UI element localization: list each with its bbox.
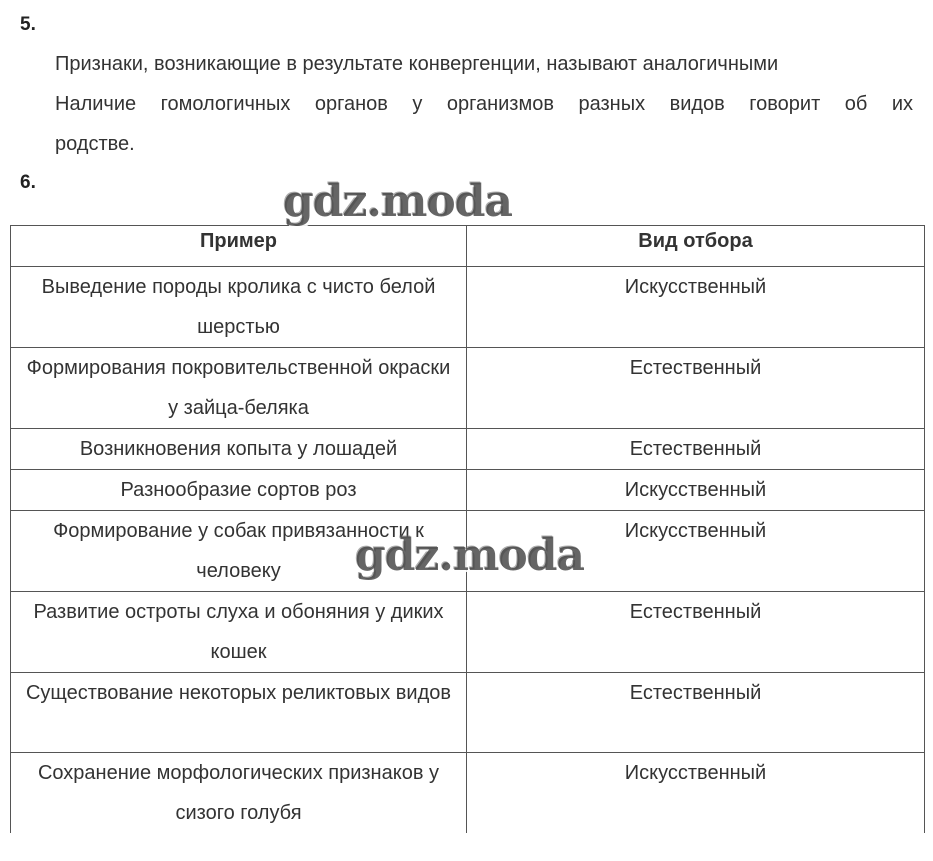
cell-example: Возникновения копыта у лошадей (11, 429, 467, 470)
table-row (11, 267, 925, 348)
question-5-line-1: Признаки, возникающие в результате конвергенции, называют аналогичными (55, 53, 779, 75)
selection-table (10, 225, 925, 833)
cell-example: Существование некоторых реликтовых видов (11, 673, 467, 753)
header-selection-type: Вид отбора (467, 226, 925, 267)
cell-example: Выведение породы кролика с чисто белой шерстью (11, 267, 467, 348)
cell-selection: Естественный (467, 592, 925, 673)
table-header-row (11, 226, 925, 267)
cell-example: Сохранение морфологических признаков у сизого голубя (11, 753, 467, 834)
question-5-line-3: родстве. (55, 133, 135, 155)
cell-selection: Естественный (467, 348, 925, 429)
table-row (11, 753, 925, 834)
cell-selection: Естественный (467, 673, 925, 753)
table-row (11, 348, 925, 429)
watermark-logo: gdz.moda (355, 530, 585, 581)
table-row (11, 429, 925, 470)
header-example: Пример (11, 226, 467, 267)
table-row (11, 511, 925, 592)
cell-example: Формирование у собак привязанности к человеку (11, 511, 467, 592)
table-row (11, 592, 925, 673)
cell-selection: Искусственный (467, 470, 925, 511)
question-5-line-2: Наличие гомологичных органов у организмов разных видов говорит об их (55, 93, 913, 115)
table-row (11, 673, 925, 753)
question-6-number: 6. (20, 172, 36, 193)
cell-example: Формирования покровительственной окраски у зайца-беляка (11, 348, 467, 429)
table-row (11, 470, 925, 511)
question-5-number: 5. (20, 14, 36, 35)
watermark-logo: gdz.moda (283, 176, 513, 227)
cell-selection: Искусственный (467, 753, 925, 834)
cell-selection: Естественный (467, 429, 925, 470)
cell-selection: Искусственный (467, 511, 925, 592)
cell-example: Разнообразие сортов роз (11, 470, 467, 511)
cell-example: Развитие остроты слуха и обоняния у диких кошек (11, 592, 467, 673)
cell-selection: Искусственный (467, 267, 925, 348)
